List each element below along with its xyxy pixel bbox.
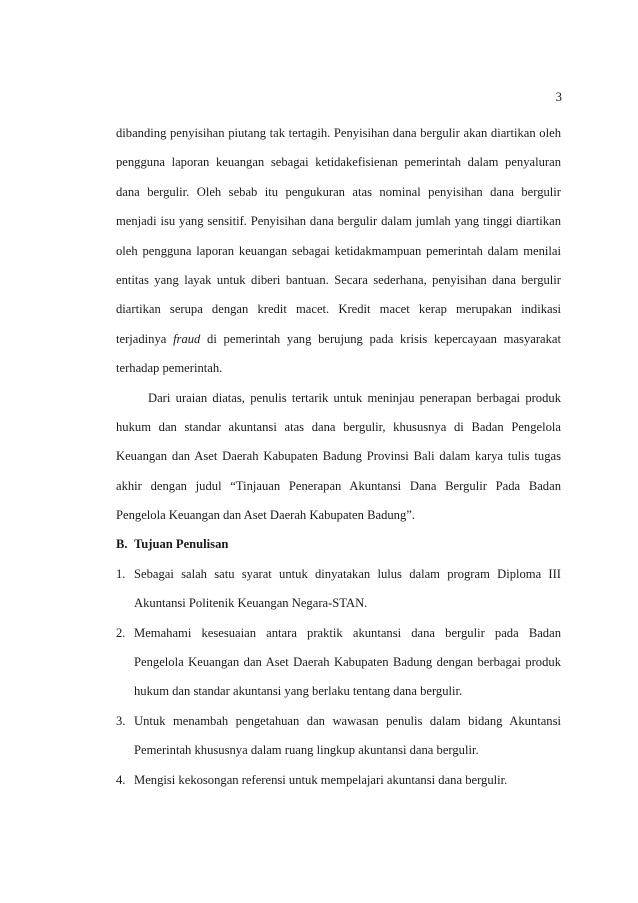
text-line: menjadi isu yang sensitif. Penyisihan dana bergulir dalam jumlah yang tinggi diartikan: [116, 214, 561, 229]
text-line: Pengelola Keuangan dan Aset Daerah Kabupaten Badung dengan berbagai produk: [134, 655, 561, 670]
list-item-text: Mengisi kekosongan referensi untuk mempelajari akuntansi dana bergulir.: [134, 772, 508, 787]
text-line: pengguna laporan keuangan sebagai ketidakefisienan pemerintah dalam penyaluran: [116, 155, 561, 170]
list-item-text: Memahami kesesuaian antara praktik akuntansi dana bergulir pada Badan: [134, 625, 561, 640]
text-line: oleh pengguna laporan keuangan sebagai ketidakmampuan pemerintah dalam menilai: [116, 243, 561, 258]
text-segment: di pemerintah yang berujung pada krisis kepercayaan masyarakat: [200, 331, 561, 346]
text-line: Dari uraian diatas, penulis tertarik untuk meninjau penerapan berbagai produk: [148, 390, 561, 405]
text-segment: terjadinya: [116, 331, 174, 346]
text-line: terhadap pemerintah.: [116, 361, 223, 376]
section-title: Tujuan Penulisan: [134, 537, 229, 552]
italic-term: fraud: [173, 331, 201, 346]
text-line: dibanding penyisihan piutang tak tertagih. Penyisihan dana bergulir akan diartikan oleh: [116, 126, 561, 140]
text-line: Keuangan dan Aset Daerah Kabupaten Badung Provinsi Bali dalam karya tulis tugas: [116, 449, 561, 464]
list-marker: 3.: [116, 713, 126, 728]
text-line: hukum dan standar akuntansi atas dana bergulir, khususnya di Badan Pengelola: [116, 419, 561, 434]
text-line: hukum dan standar akuntansi yang berlaku tentang dana bergulir.: [134, 684, 463, 699]
list-marker: 1.: [116, 566, 126, 581]
list-item: [116, 560, 561, 619]
text-line: Pemerintah khususnya dalam ruang lingkup akuntansi dana bergulir.: [134, 743, 479, 758]
text-line: entitas yang layak untuk diberi bantuan. Secara sederhana, penyisihan dana bergulir: [116, 272, 561, 287]
text-line: diartikan serupa dengan kredit macet. Kredit macet kerap merupakan indikasi: [116, 302, 561, 317]
text-line: Pengelola Keuangan dan Aset Daerah Kabupaten Badung”.: [116, 508, 415, 523]
text-line: akhir dengan judul “Tinjauan Penerapan Akuntansi Dana Bergulir Pada Badan: [116, 478, 561, 493]
list-item: [116, 619, 561, 707]
section-marker: B.: [116, 537, 128, 552]
text-line: dana bergulir. Oleh sebab itu pengukuran atas nominal penyisihan dana bergulir: [116, 184, 561, 199]
page-number: 3: [555, 89, 562, 104]
text-line: Akuntansi Politenik Keuangan Negara-STAN.: [134, 596, 368, 611]
list-item: [116, 707, 561, 766]
text-line: [116, 325, 561, 354]
list-item: [116, 766, 561, 795]
document-body: [116, 119, 561, 795]
paragraph-1: [116, 119, 561, 384]
list-item-text: Sebagai salah satu syarat untuk dinyatakan lulus dalam program Diploma III: [134, 566, 561, 581]
section-heading: [116, 530, 561, 559]
list-marker: 4.: [116, 772, 126, 787]
list-marker: 2.: [116, 625, 126, 640]
paragraph-2: [116, 384, 561, 531]
list-item-text: Untuk menambah pengetahuan dan wawasan penulis dalam bidang Akuntansi: [134, 713, 561, 728]
